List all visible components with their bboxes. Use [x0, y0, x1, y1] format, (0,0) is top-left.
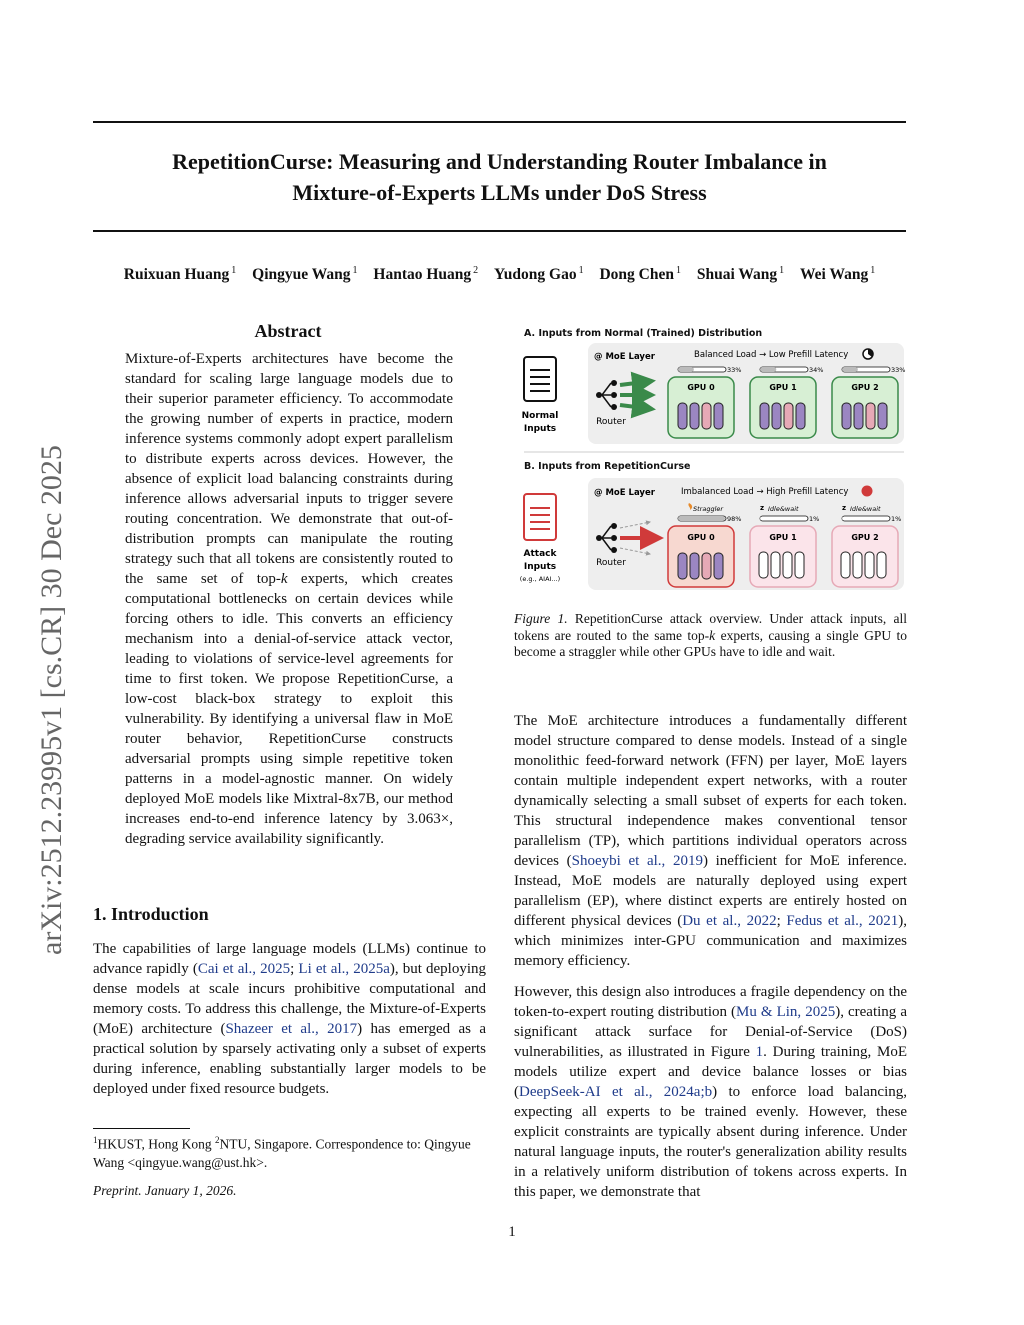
load-bar-fill [842, 367, 858, 372]
gpu-status-label: Idle&wait [850, 505, 881, 513]
normal-document-icon [524, 357, 556, 401]
attack-example-label: (e.g., AIAI...) [519, 575, 561, 583]
normal-inputs-label: Inputs [523, 424, 557, 434]
abstract-body: Mixture-of-Experts architectures have become the standard for scaling large language models due to their superior parameter efficiency. To accommodate the growing number of experts in practice, modern inference systems commonly adopt expert parallelism to distribute experts across devices. However, the absence of explicit load balancing constraints during inference allows adversarial inputs to trigger severe routing concentration. We demonstrate that out-of-distribution prompts can manipulate the routing strategy such that all tokens are consistently routed to the same set of top-k experts, which creates computational bottlenecks on certain devices while forcing others to idle. This converts an efficiency mechanism into a denial-of-service attack vector, leading to violations of service-level agreements for time to first token. We propose RepetitionCurse, a low-cost black-box strategy to exploit this vulnerability. By identifying a universal flaw in MoE router behavior, RepetitionCurse constructs adversarial prompts using simple repetitive token patterns in a model-agnostic manner. On widely deployed MoE models like Mixtral-8x7B, our method increases end-to-end inference latency by 3.063×, degrading service availability significantly. [125, 351, 454, 847]
panel-b-title: B. Inputs from RepetitionCurse [524, 461, 691, 472]
panel-a-title: A. Inputs from Normal (Trained) Distribution [524, 328, 763, 339]
gpu-label: GPU 1 [769, 383, 797, 392]
load-bar-fill [678, 367, 694, 372]
right-column-paragraph-2: However, this design also introduces a fragile dependency on the token-to-expert routing distribution (Mu & Lin, 2025), creating a significant attack surface for Denial-of-Service (DoS) vulnerabilities, as illustrated in Figure 1. During training, MoE models utilize expert and device balance losses or bias (DeepSeek-AI et al., 2024a;b) to enforce load balancing, expecting all experts to be trained evenly. However, these explicit constraints are typically absent during inference. Under natural language inputs, the router's generalization ability results in a relatively uniform distribution of tokens across experts. In this paper, we demonstrate that [514, 984, 907, 1200]
citation-link[interactable]: Du et al., 2022 [682, 913, 777, 929]
load-bar-fill [842, 516, 843, 521]
section-heading-introduction: 1. Introduction [93, 904, 209, 924]
author-list [93, 265, 906, 284]
title-bottom-rule [93, 230, 906, 232]
gpu-label: GPU 1 [769, 533, 797, 542]
title-line-2: Mixture-of-Experts LLMs under DoS Stress [292, 180, 707, 205]
author: Wei Wang $^1$ [800, 265, 876, 284]
author: Dong Chen $^1$ [599, 265, 681, 284]
citation-link[interactable]: DeepSeek-AI et al., 2024a;b [519, 1084, 713, 1100]
citation-link[interactable]: Mu & Lin, 2025 [736, 1004, 836, 1020]
load-percent-label: 34% [809, 366, 824, 374]
clock-icon [863, 349, 873, 359]
introduction-paragraph: The capabilities of large language models (LLMs) continue to advance rapidly (Cai et al., 2025; Li et al., 2025a), but deploying dense models at scale incurs prohibitive computational and memory costs. To address this challenge, the Mixture-of-Experts (MoE) architecture (Shazeer et al., 2017) has emerged as a practical solution by sparsely activating only a subset of experts during inference, enabling substantially larger models to be deployed under fixed resource budgets. [93, 941, 487, 1097]
load-bar-track [842, 516, 890, 521]
author: Shuai Wang $^1$ [696, 265, 785, 284]
normal-inputs-label: Normal [521, 411, 559, 421]
gpu-status-label: Straggler [693, 505, 724, 513]
router-label: Router [596, 558, 626, 568]
figure-1-caption: Figure 1. RepetitionCurse attack overview. Under attack inputs, all tokens are routed to the same top-k experts, causing a single GPU to become a straggler while other GPUs have to idle and wait. [514, 611, 908, 659]
load-percent-label: 33% [891, 366, 906, 374]
gpu-label: GPU 0 [687, 533, 715, 542]
imbalanced-load-label: Imbalanced Load → High Prefill Latency [681, 487, 849, 497]
load-percent-label: 1% [809, 515, 820, 523]
preprint-note: Preprint. January 1, 2026. [93, 1183, 237, 1198]
gpu-status-label: Idle&wait [768, 505, 799, 513]
citation-link[interactable]: Shazeer et al., 2017 [225, 1021, 358, 1037]
gpu-label: GPU 0 [687, 383, 715, 392]
right-column-paragraph-1: The MoE architecture introduces a fundamentally different model structure compared to dense models. Instead of a single monolithic feed-forward network (FFN) per layer, MoE layers contain multiple independent expert networks, with a router dynamically selecting a small subset of experts for each token. This structural independence makes conventional tensor parallelism (TP), which partitions individual operators across devices (Shoeybi et al., 2019) inefficient for MoE inference. Instead, MoE models are naturally deployed using expert parallelism (EP), where distinct experts are entirely hosted on different physical devices (Du et al., 2022; Fedus et al., 2021), which minimizes inter-GPU communication and maximizes memory efficiency. [514, 713, 908, 969]
citation-link[interactable]: Li et al., 2025a [298, 961, 390, 977]
citation-link[interactable]: Shoeybi et al., 2019 [571, 853, 703, 869]
attack-inputs-label: Inputs [523, 562, 557, 572]
citation-link[interactable]: Fedus et al., 2021 [786, 913, 899, 929]
load-percent-label: 33% [727, 366, 742, 374]
balanced-load-label: Balanced Load → Low Prefill Latency [694, 350, 849, 360]
load-bar-fill [760, 516, 761, 521]
author: Qingyue Wang $^1$ [252, 265, 358, 284]
gpu-label: GPU 2 [851, 383, 879, 392]
affiliation-footnote: $^1$HKUST, Hong Kong $^2$NTU, Singapore. Correspondence to: Qingyue Wang <qingyue.wang@ust.hk>. [93, 1135, 471, 1170]
router-label: Router [596, 417, 626, 427]
footnote-rule [93, 1128, 190, 1129]
title-line-1: RepetitionCurse: Measuring and Understanding Router Imbalance in [172, 149, 827, 174]
author: Yudong Gao $^1$ [494, 265, 584, 284]
sleep-icon: z [842, 504, 847, 512]
gpu-label: GPU 2 [851, 533, 879, 542]
arxiv-identifier: arXiv:2512.23995v1 [cs.CR] 30 Dec 2025 [35, 445, 68, 955]
attack-inputs-label: Attack [523, 549, 557, 559]
page-number: 1 [508, 1224, 516, 1240]
sleep-icon: z [760, 504, 765, 512]
load-bar-track [760, 516, 808, 521]
load-bar-fill [760, 367, 776, 372]
author: Ruixuan Huang $^1$ [123, 265, 237, 284]
citation-link[interactable]: Cai et al., 2025 [197, 961, 291, 977]
moe-layer-label: @ MoE Layer [594, 352, 655, 362]
load-percent-label: 98% [727, 515, 742, 523]
figure-1-diagram [514, 320, 907, 605]
author: Hantao Huang $^2$ [373, 265, 479, 284]
load-bar-fill [678, 516, 725, 521]
paper-title [93, 146, 906, 208]
attack-document-icon [524, 494, 556, 540]
moe-layer-label: @ MoE Layer [594, 488, 655, 498]
load-percent-label: 1% [891, 515, 902, 523]
alert-icon [862, 486, 873, 497]
abstract-heading: Abstract [254, 321, 322, 341]
top-rule [93, 121, 906, 123]
figure-reference-link[interactable]: 1 [755, 1044, 764, 1060]
